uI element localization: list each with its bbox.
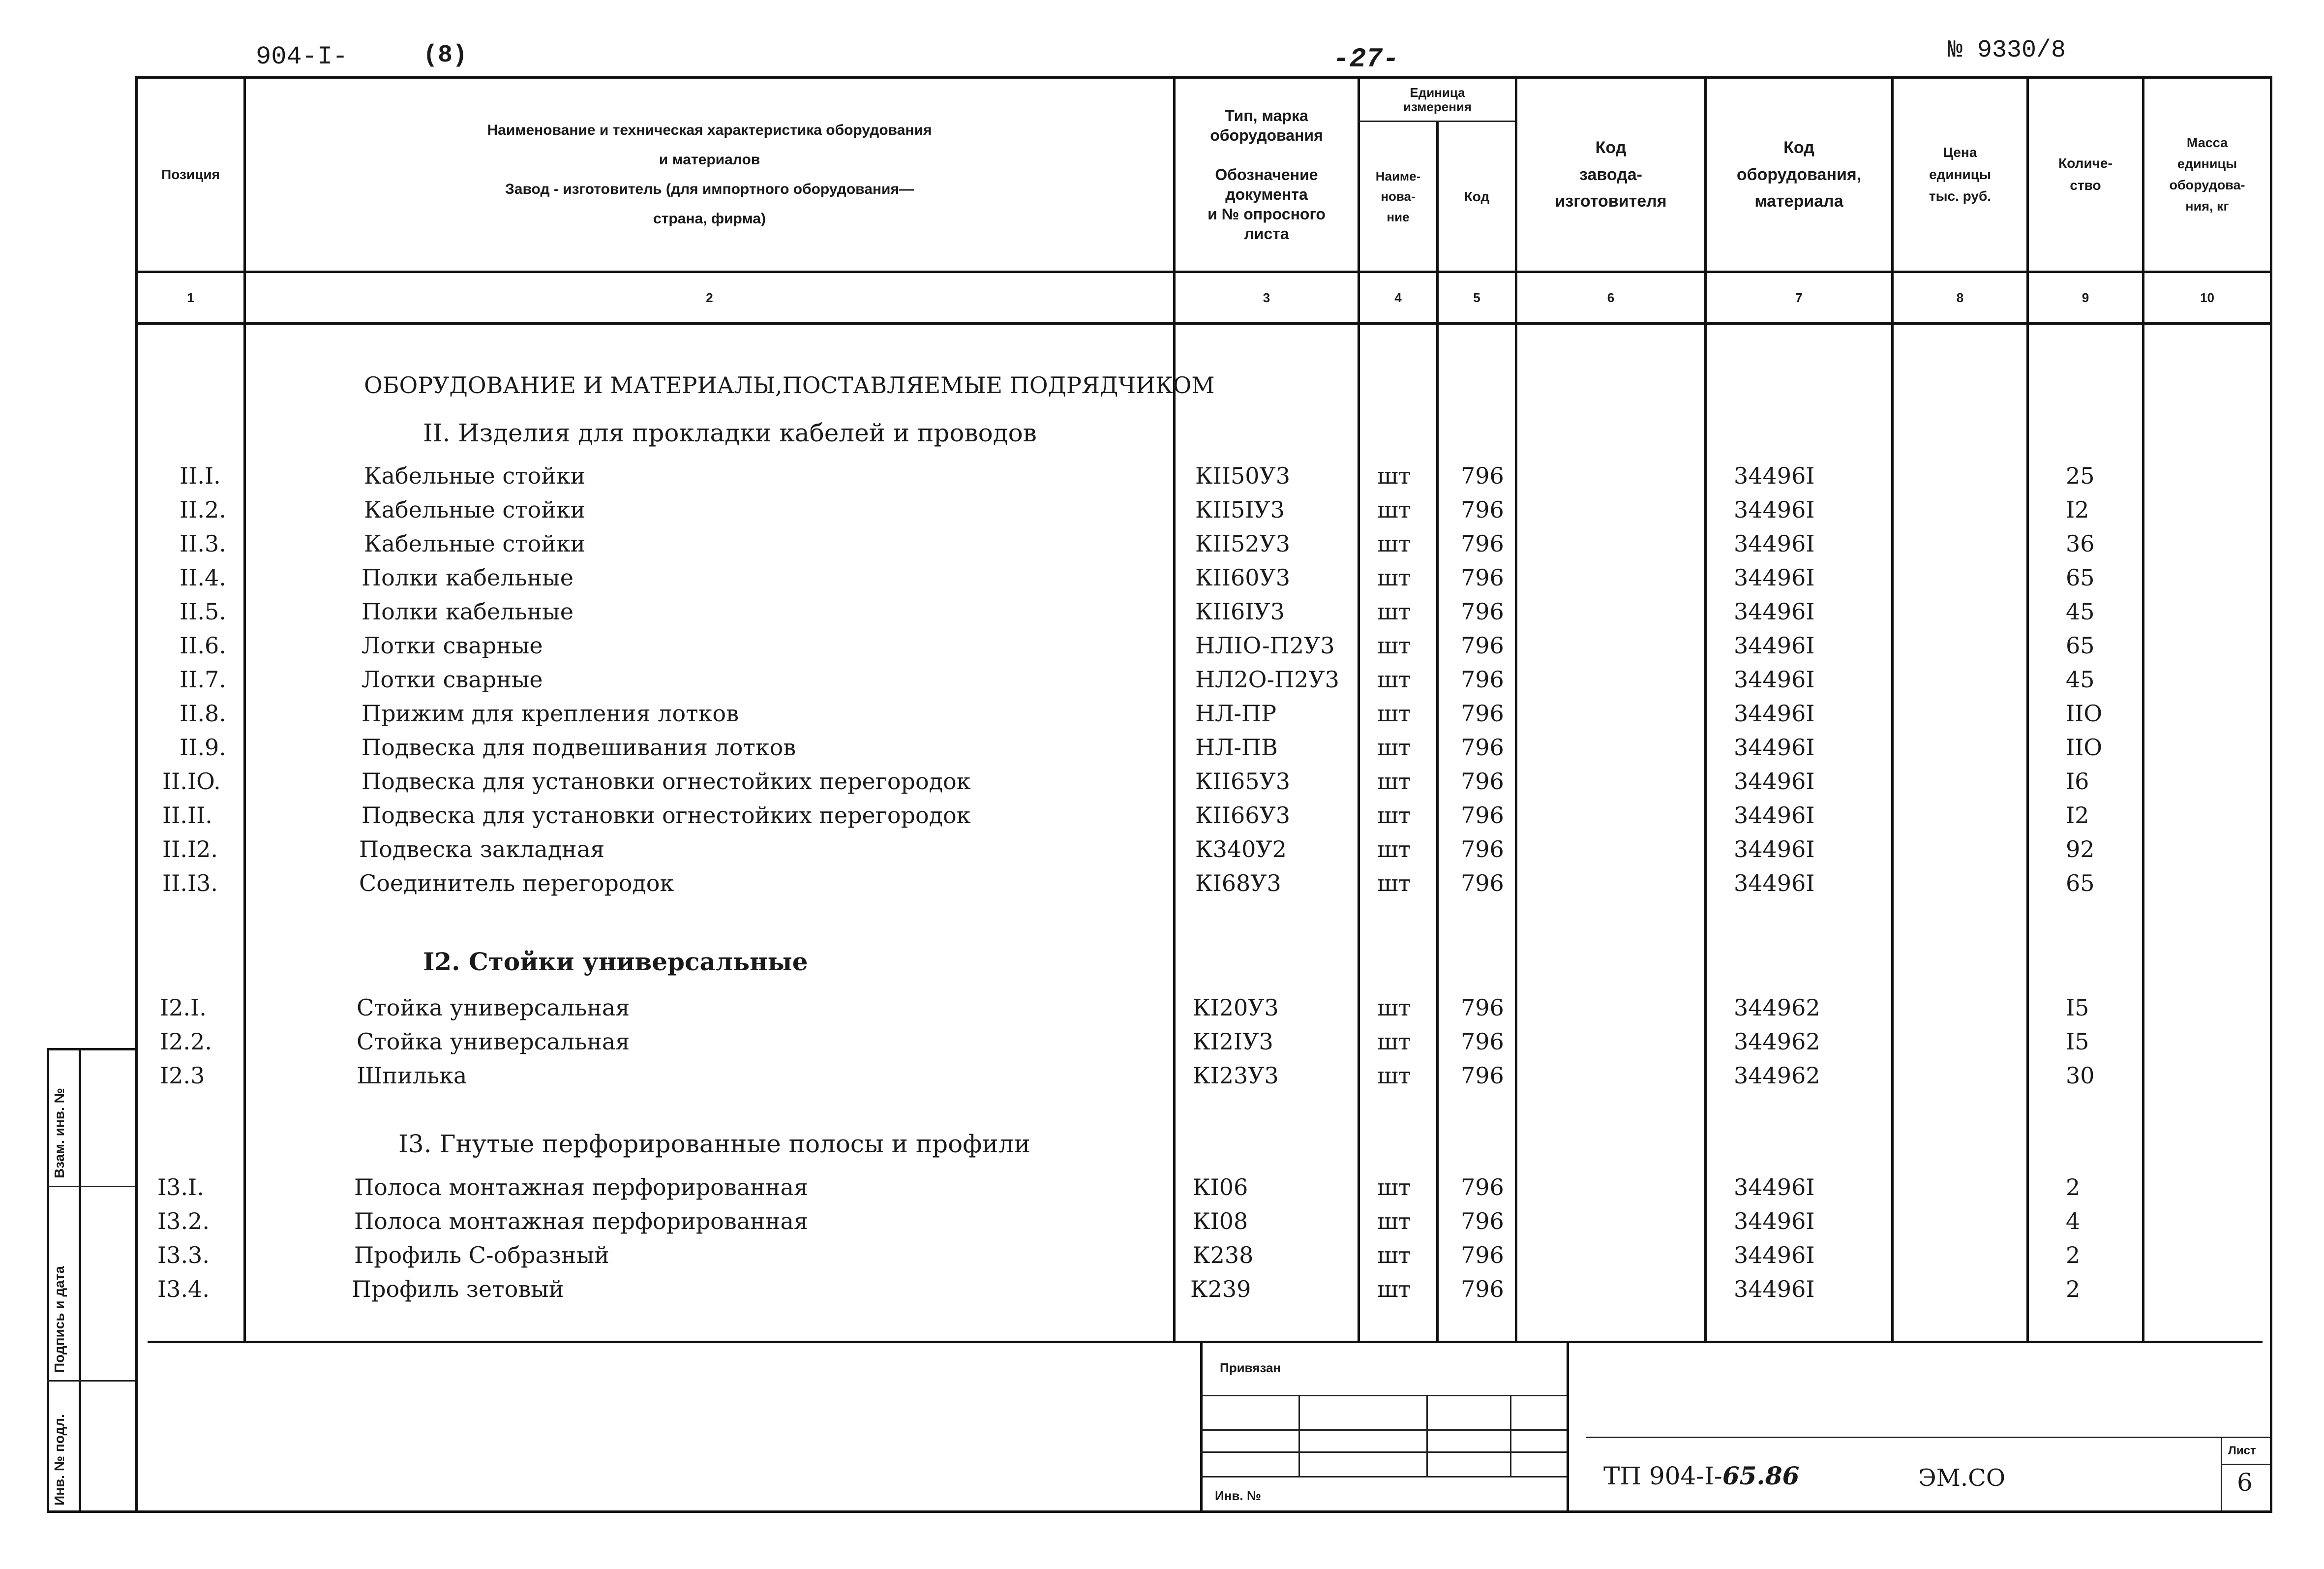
row-position: I3.2. xyxy=(157,1208,210,1234)
row-name: Стойка универсальная xyxy=(357,1028,630,1055)
row-unit-code: 796 xyxy=(1461,530,1504,557)
group-title-11: II. Изделия для прокладки кабелей и проводов xyxy=(423,419,1037,447)
row-material-code: 34496I xyxy=(1734,1276,1815,1302)
row-position: I2.3 xyxy=(160,1062,205,1089)
col-title-qty: Количе- ство xyxy=(2058,155,2113,193)
side-stamp-line-2 xyxy=(47,1380,135,1382)
stamp-line-1 xyxy=(1200,1395,1567,1396)
col-num-5: 5 xyxy=(1473,290,1480,305)
row-unit: шт xyxy=(1377,768,1411,795)
row-unit: шт xyxy=(1377,666,1411,693)
col-title-mass: Масса единицы оборудова- ния, кг xyxy=(2169,135,2245,214)
row-unit-code: 796 xyxy=(1461,1276,1504,1302)
row-unit: шт xyxy=(1377,1174,1411,1200)
row-type: НЛIO-П2У3 xyxy=(1195,632,1335,659)
row-position: I3.4. xyxy=(157,1276,210,1302)
stamp-left-border xyxy=(1200,1341,1203,1513)
row-qty: I2 xyxy=(2066,802,2089,829)
stamp-line-4 xyxy=(1200,1476,1567,1477)
row-position: II.I2. xyxy=(162,836,218,862)
row-unit: шт xyxy=(1377,632,1411,659)
row-qty: IIO xyxy=(2066,734,2103,761)
sheet-label: Лист xyxy=(2228,1444,2256,1457)
row-unit-code: 796 xyxy=(1461,700,1504,727)
table-row xyxy=(0,1210,2324,1242)
group-title-13: I3. Гнутые перфорированные полосы и профили xyxy=(398,1130,1030,1158)
table-row xyxy=(0,1244,2324,1276)
row-material-code: 344962 xyxy=(1734,994,1820,1021)
row-qty: 30 xyxy=(2066,1062,2095,1089)
stamp-line-2 xyxy=(1200,1429,1567,1431)
row-position: II.5. xyxy=(180,598,226,625)
row-position: I2.I. xyxy=(160,994,207,1021)
row-type: КII6IУ3 xyxy=(1195,598,1285,625)
page-number: -27- xyxy=(1333,43,1399,75)
row-unit-code: 796 xyxy=(1461,1174,1504,1200)
row-unit: шт xyxy=(1377,1242,1411,1268)
row-qty: I5 xyxy=(2066,1028,2089,1055)
row-unit-code: 796 xyxy=(1461,734,1504,761)
row-name: Соединитель перегородок xyxy=(359,870,674,896)
row-material-code: 34496I xyxy=(1734,632,1815,659)
stamp-vline-1 xyxy=(1298,1395,1300,1476)
row-unit: шт xyxy=(1377,1276,1411,1302)
row-name: Полоса монтажная перфорированная xyxy=(354,1174,808,1200)
row-position: II.7. xyxy=(180,666,226,693)
side-stamp-left xyxy=(47,1048,49,1513)
row-type: КI08 xyxy=(1193,1208,1248,1234)
row-material-code: 34496I xyxy=(1734,802,1815,829)
row-type: К239 xyxy=(1190,1276,1251,1302)
row-name: Стойка универсальная xyxy=(357,994,630,1021)
side-sign-date: Подпись и дата xyxy=(52,1266,67,1373)
row-material-code: 34496I xyxy=(1734,1174,1815,1200)
row-name: Лотки сварные xyxy=(362,632,543,659)
table-row xyxy=(0,566,2324,599)
row-unit-code: 796 xyxy=(1461,836,1504,862)
row-unit-code: 796 xyxy=(1461,802,1504,829)
row-type: КII5IУ3 xyxy=(1195,496,1285,523)
section-title: ОБОРУДОВАНИЕ И МАТЕРИАЛЫ,ПОСТАВЛЯЕМЫЕ ПОДРЯДЧИКОМ xyxy=(364,372,1215,399)
row-qty: I2 xyxy=(2066,496,2089,523)
doc-code-handwritten: 65.86 xyxy=(1722,1461,1800,1490)
doc-code xyxy=(1603,1461,1800,1490)
row-material-code: 34496I xyxy=(1734,734,1815,761)
row-name: Полки кабельные xyxy=(362,564,573,591)
row-position: II.I3. xyxy=(162,870,218,896)
table-row xyxy=(0,1064,2324,1097)
table-row xyxy=(0,634,2324,667)
table-row xyxy=(0,464,2324,497)
row-unit: шт xyxy=(1377,1062,1411,1089)
stamp-vline-3 xyxy=(1510,1395,1511,1476)
row-qty: 2 xyxy=(2066,1276,2081,1302)
col-title-position: Позиция xyxy=(161,167,220,183)
row-material-code: 34496I xyxy=(1734,666,1815,693)
title-block-line xyxy=(1586,1437,2270,1438)
row-name: Полки кабельные xyxy=(362,598,573,625)
col-num-1: 1 xyxy=(187,290,194,305)
row-material-code: 34496I xyxy=(1734,700,1815,727)
row-type: НЛ-ПВ xyxy=(1195,734,1278,761)
table-row xyxy=(0,736,2324,769)
row-unit-code: 796 xyxy=(1461,632,1504,659)
row-qty: 65 xyxy=(2066,870,2095,896)
col-num-8: 8 xyxy=(1956,290,1964,305)
row-name: Кабельные стойки xyxy=(364,496,586,523)
row-material-code: 34496I xyxy=(1734,1242,1815,1268)
row-qty: 45 xyxy=(2066,598,2095,625)
side-stamp-inner xyxy=(79,1048,81,1513)
table-row xyxy=(0,838,2324,870)
col-title-type: Тип, марка оборудования Обозначение документа и № опросного листа xyxy=(1207,107,1326,243)
unit-group-line xyxy=(1358,121,1515,122)
row-unit: шт xyxy=(1377,462,1411,489)
side-inv-sub: Инв. № подл. xyxy=(52,1414,67,1506)
row-name: Прижим для крепления лотков xyxy=(362,700,739,727)
col-num-3: 3 xyxy=(1263,290,1270,305)
row-type: КI2IУ3 xyxy=(1193,1028,1273,1055)
row-name: Подвеска для установки огнестойких перегородок xyxy=(362,802,971,829)
row-name: Профиль зетовый xyxy=(352,1276,564,1302)
row-position: II.IO. xyxy=(162,768,221,795)
series-code: 904-I- xyxy=(256,42,348,71)
row-position: I3.3. xyxy=(157,1242,210,1268)
row-type: НЛ-ПР xyxy=(1195,700,1277,727)
row-type: КII66У3 xyxy=(1195,802,1290,829)
table-row xyxy=(0,702,2324,735)
row-qty: 25 xyxy=(2066,462,2095,489)
row-name: Подвеска для подвешивания лотков xyxy=(362,734,796,761)
table-bottom-line xyxy=(148,1341,2263,1343)
stamp-vline-2 xyxy=(1426,1395,1428,1476)
frame-bottom xyxy=(47,1510,2272,1513)
row-unit-code: 796 xyxy=(1461,768,1504,795)
col-num-6: 6 xyxy=(1607,290,1615,305)
row-material-code: 34496I xyxy=(1734,496,1815,523)
side-stamp-top xyxy=(47,1048,135,1050)
row-unit-code: 796 xyxy=(1461,1062,1504,1089)
col-title-name: Наименование и техническая характеристика оборудования и материалов Завод - изготовитель (для импортного оборудования— страна, фирма) xyxy=(487,122,932,227)
row-name: Подвеска для установки огнестойких перегородок xyxy=(362,768,971,795)
row-type: К340У2 xyxy=(1195,836,1287,862)
col-num-10: 10 xyxy=(2200,290,2214,305)
table-row xyxy=(0,804,2324,836)
row-position: I2.2. xyxy=(160,1028,212,1055)
row-unit: шт xyxy=(1377,1028,1411,1055)
row-qty: IIO xyxy=(2066,700,2103,727)
row-unit: шт xyxy=(1377,994,1411,1021)
table-row xyxy=(0,1278,2324,1310)
row-qty: I5 xyxy=(2066,994,2089,1021)
row-unit-code: 796 xyxy=(1461,1028,1504,1055)
row-unit: шт xyxy=(1377,598,1411,625)
row-qty: I6 xyxy=(2066,768,2089,795)
row-name: Профиль С-образный xyxy=(354,1242,609,1268)
row-position: II.II. xyxy=(162,802,212,829)
document-number: № 9330/8 xyxy=(1948,36,2066,64)
stamp-inv-label: Инв. № xyxy=(1215,1488,1261,1503)
col-num-2: 2 xyxy=(706,290,713,305)
table-row xyxy=(0,668,2324,701)
col-title-price: Цена единицы тыс. руб. xyxy=(1929,144,1992,204)
row-unit-code: 796 xyxy=(1461,666,1504,693)
row-material-code: 344962 xyxy=(1734,1062,1820,1089)
row-unit-code: 796 xyxy=(1461,994,1504,1021)
row-type: КI06 xyxy=(1193,1174,1248,1200)
col-title-maker-code: Код завода- изготовителя xyxy=(1555,138,1667,211)
row-unit-code: 796 xyxy=(1461,462,1504,489)
stamp-line-3 xyxy=(1200,1451,1567,1453)
col-title-material-code: Код оборудования, материала xyxy=(1736,138,1862,211)
row-material-code: 34496I xyxy=(1734,530,1815,557)
table-row xyxy=(0,1030,2324,1063)
row-material-code: 34496I xyxy=(1734,564,1815,591)
row-name: Подвеска закладная xyxy=(359,836,605,862)
row-qty: 2 xyxy=(2066,1242,2081,1268)
row-type: КI23У3 xyxy=(1193,1062,1279,1089)
row-position: II.3. xyxy=(180,530,226,557)
row-qty: 65 xyxy=(2066,564,2095,591)
row-position: II.I. xyxy=(180,462,221,489)
row-unit: шт xyxy=(1377,836,1411,862)
row-unit-code: 796 xyxy=(1461,1242,1504,1268)
table-row xyxy=(0,1176,2324,1208)
row-material-code: 34496I xyxy=(1734,1208,1815,1234)
table-row xyxy=(0,532,2324,565)
row-qty: 45 xyxy=(2066,666,2095,693)
row-qty: 65 xyxy=(2066,632,2095,659)
row-position: II.9. xyxy=(180,734,226,761)
row-type: КI20У3 xyxy=(1193,994,1279,1021)
table-row xyxy=(0,498,2324,531)
row-qty: 36 xyxy=(2066,530,2095,557)
row-unit: шт xyxy=(1377,530,1411,557)
row-type: К238 xyxy=(1193,1242,1254,1268)
row-unit: шт xyxy=(1377,1208,1411,1234)
row-position: II.8. xyxy=(180,700,226,727)
row-position: II.2. xyxy=(180,496,226,523)
unit-group-title: Единица измерения xyxy=(1403,85,1472,114)
sheet-cell-line xyxy=(2221,1464,2270,1465)
stamp-mid-border xyxy=(1567,1341,1569,1513)
table-row xyxy=(0,600,2324,633)
row-material-code: 34496I xyxy=(1734,598,1815,625)
sheet-cell-border xyxy=(2221,1437,2222,1510)
row-unit: шт xyxy=(1377,496,1411,523)
row-position: I3.I. xyxy=(157,1174,204,1200)
row-type: КII65У3 xyxy=(1195,768,1290,795)
row-type: КII52У3 xyxy=(1195,530,1290,557)
side-stamp-line-1 xyxy=(47,1186,135,1187)
row-name: Полоса монтажная перфорированная xyxy=(354,1208,808,1234)
row-type: КI68У3 xyxy=(1195,870,1281,896)
row-unit: шт xyxy=(1377,734,1411,761)
row-material-code: 34496I xyxy=(1734,870,1815,896)
column-numbers-line xyxy=(135,322,2272,325)
row-unit-code: 796 xyxy=(1461,564,1504,591)
col-num-9: 9 xyxy=(2082,290,2089,305)
row-name: Лотки сварные xyxy=(362,666,543,693)
row-unit-code: 796 xyxy=(1461,1208,1504,1234)
table-row xyxy=(0,996,2324,1029)
row-unit-code: 796 xyxy=(1461,598,1504,625)
row-unit: шт xyxy=(1377,564,1411,591)
sheet-number: 6 xyxy=(2237,1468,2253,1497)
col-num-4: 4 xyxy=(1394,290,1402,305)
col-num-7: 7 xyxy=(1795,290,1803,305)
row-unit-code: 796 xyxy=(1461,870,1504,896)
row-position: II.4. xyxy=(180,564,226,591)
group-title-12: I2. Стойки универсальные xyxy=(423,947,808,976)
row-qty: 2 xyxy=(2066,1174,2081,1200)
row-qty: 4 xyxy=(2066,1208,2081,1234)
row-qty: 92 xyxy=(2066,836,2095,862)
row-type: НЛ2О-П2У3 xyxy=(1195,666,1339,693)
row-position: II.6. xyxy=(180,632,226,659)
doc-suffix: ЭМ.СО xyxy=(1918,1464,2006,1492)
row-material-code: 34496I xyxy=(1734,462,1815,489)
col-title-unit-code: Код xyxy=(1464,189,1490,205)
row-name: Шпилька xyxy=(357,1062,467,1089)
row-material-code: 344962 xyxy=(1734,1028,1820,1055)
side-replace-inv: Взам. инв. № xyxy=(52,1088,67,1178)
col-title-unit-name: Наиме- нова- ние xyxy=(1375,168,1421,224)
row-type: КII60У3 xyxy=(1195,564,1290,591)
stamp-bound-label: Привязан xyxy=(1220,1360,1281,1375)
row-unit-code: 796 xyxy=(1461,496,1504,523)
row-material-code: 34496I xyxy=(1734,836,1815,862)
table-row xyxy=(0,872,2324,904)
row-name: Кабельные стойки xyxy=(364,462,586,489)
row-type: КII50У3 xyxy=(1195,462,1290,489)
row-unit: шт xyxy=(1377,802,1411,829)
part-number: (8) xyxy=(423,41,468,69)
table-row xyxy=(0,770,2324,802)
doc-code-printed: ТП 904-I- xyxy=(1603,1462,1722,1490)
row-name: Кабельные стойки xyxy=(364,530,586,557)
row-unit: шт xyxy=(1377,700,1411,727)
row-material-code: 34496I xyxy=(1734,768,1815,795)
row-unit: шт xyxy=(1377,870,1411,896)
